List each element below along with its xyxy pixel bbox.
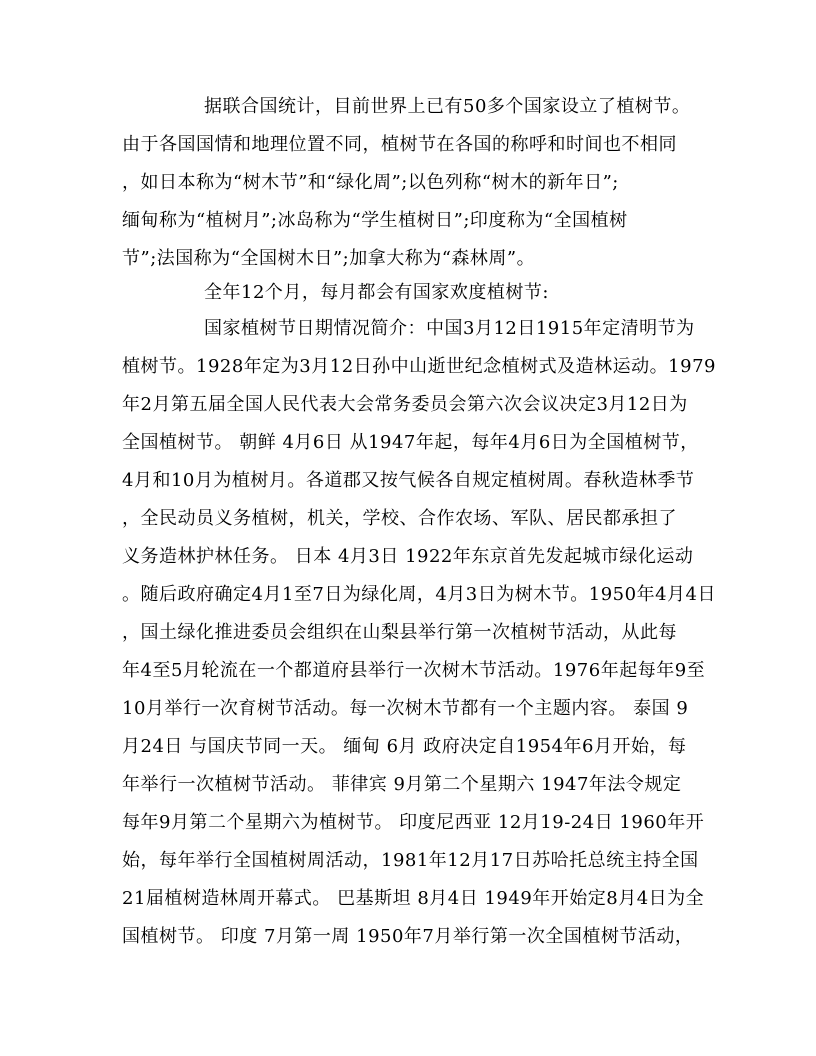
paragraph-3-line-10: 年4至5月轮流在一个都道府县举行一次树木节活动。1976年起每年9至 <box>122 660 706 681</box>
paragraph-1-line-4: 缅甸称为“植树月”;冰岛称为“学生植树日”;印度称为“全国植树 <box>122 210 628 231</box>
paragraph-3-line-5: 4月和10月为植树月。各道郡又按气候各自规定植树周。春秋造林季节 <box>122 470 695 491</box>
paragraph-3-line-3: 年2月第五届全国人民代表大会常务委员会第六次会议决定3月12日为 <box>122 394 688 415</box>
paragraph-3-line-17: 国植树节。 印度 7月第一周 1950年7月举行第一次全国植树节活动， <box>122 926 694 947</box>
paragraph-3-line-8: 。随后政府确定4月1至7日为绿化周，4月3日为树木节。1950年4月4日 <box>122 584 716 605</box>
paragraph-3-line-2: 植树节。1928年定为3月12日孙中山逝世纪念植树式及造林运动。1979 <box>122 356 716 377</box>
paragraph-1-line-5: 节”;法国称为“全国树木日”;加拿大称为“森林周”。 <box>122 248 536 269</box>
paragraph-3-line-7: 义务造林护林任务。 日本 4月3日 1922年东京首先发起城市绿化运动 <box>122 546 694 567</box>
paragraph-3-line-15: 始，每年举行全国植树周活动，1981年12月17日苏哈托总统主持全国 <box>122 850 699 871</box>
paragraph-3-line-9: ，国土绿化推进委员会组织在山梨县举行第一次植树节活动，从此每 <box>122 622 677 643</box>
paragraph-3-line-11: 10月举行一次育树节活动。每一次树木节都有一个主题内容。 泰国 9 <box>122 698 689 719</box>
paragraph-3-line-4: 全国植树节。 朝鲜 4月6日 从1947年起，每年4月6日为全国植树节， <box>122 432 699 453</box>
paragraph-3-line-1: 国家植树节日期情况简介：中国3月12日1915年定清明节为 <box>204 318 695 339</box>
paragraph-3-line-12: 月24日 与国庆节同一天。 缅甸 6月 政府决定自1954年6月开始，每 <box>122 736 687 757</box>
paragraph-3-line-14: 每年9月第二个星期六为植树节。 印度尼西亚 12月19-24日 1960年开 <box>122 812 705 833</box>
paragraph-1-line-2: 由于各国国情和地理位置不同，植树节在各国的称呼和时间也不相同 <box>122 134 677 155</box>
paragraph-2-line-1: 全年12个月，每月都会有国家欢度植树节: <box>204 282 549 303</box>
paragraph-3-line-16: 21届植树造林周开幕式。 巴基斯坦 8月4日 1949年开始定8月4日为全 <box>122 888 705 909</box>
paragraph-1-line-1: 据联合国统计，目前世界上已有50多个国家设立了植树节。 <box>204 96 691 117</box>
paragraph-3-line-13: 年举行一次植树节活动。 菲律宾 9月第二个星期六 1947年法令规定 <box>122 774 682 795</box>
paragraph-3-line-6: ，全民动员义务植树，机关，学校、合作农场、军队、居民都承担了 <box>122 508 677 529</box>
paragraph-1-line-3: ，如日本称为“树木节”和“绿化周”;以色列称“树木的新年日”; <box>122 172 619 193</box>
